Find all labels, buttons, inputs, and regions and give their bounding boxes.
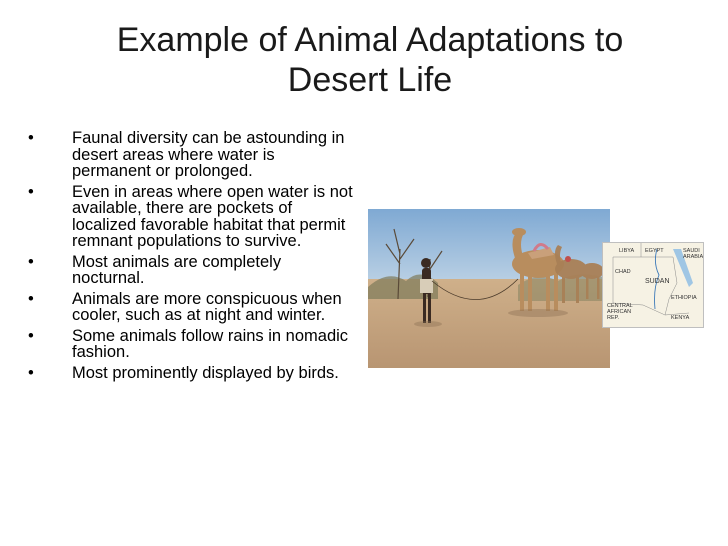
bullet-dot: • xyxy=(28,182,34,201)
bullet-text: Even in areas where open water is not available, there are pockets of localized favorable habitat that permit remnant populations to survive. xyxy=(72,182,353,250)
map-label-chad: CHAD xyxy=(615,269,631,275)
bullet-item xyxy=(28,328,358,361)
bullet-text: Most animals are completely nocturnal. xyxy=(72,252,282,287)
bullet-text: Some animals follow rains in nomadic fashion. xyxy=(72,326,349,361)
bullet-item xyxy=(28,365,358,382)
map-label-car: CENTRAL AFRICAN REP. xyxy=(607,303,633,321)
bullet-item xyxy=(28,291,358,324)
bullet-dot: • xyxy=(28,326,34,345)
bullet-dot: • xyxy=(28,289,34,308)
bullet-text: Most prominently displayed by birds. xyxy=(72,363,339,382)
map-label-kenya: KENYA xyxy=(671,315,690,321)
bullet-text: Animals are more conspicuous when cooler, such as at night and winter. xyxy=(72,289,342,324)
title-line-2: Desert Life xyxy=(287,61,453,99)
bullet-dot: • xyxy=(28,252,34,271)
map-label-ethiopia: ETHIOPIA xyxy=(671,295,697,301)
bullet-item xyxy=(28,254,358,287)
region-map xyxy=(602,242,704,328)
bullet-list xyxy=(28,130,358,381)
title-line-1: Example of Animal Adaptations to xyxy=(116,21,624,59)
bullet-item xyxy=(28,184,358,250)
map-label-libya: LIBYA xyxy=(619,248,635,254)
map-label-sudan: SUDAN xyxy=(645,278,670,285)
slide-title xyxy=(20,20,720,100)
bullet-dot: • xyxy=(28,363,34,382)
bullet-text: Faunal diversity can be astounding in desert areas where water is permanent or prolonged. xyxy=(72,129,345,180)
bullet-dot: • xyxy=(28,129,34,147)
desert-camel-photo xyxy=(368,209,610,368)
map-label-egypt: EGYPT xyxy=(645,248,664,254)
bullet-item xyxy=(28,130,358,180)
map-label-saudi: SAUDI ARABIA xyxy=(683,248,704,260)
